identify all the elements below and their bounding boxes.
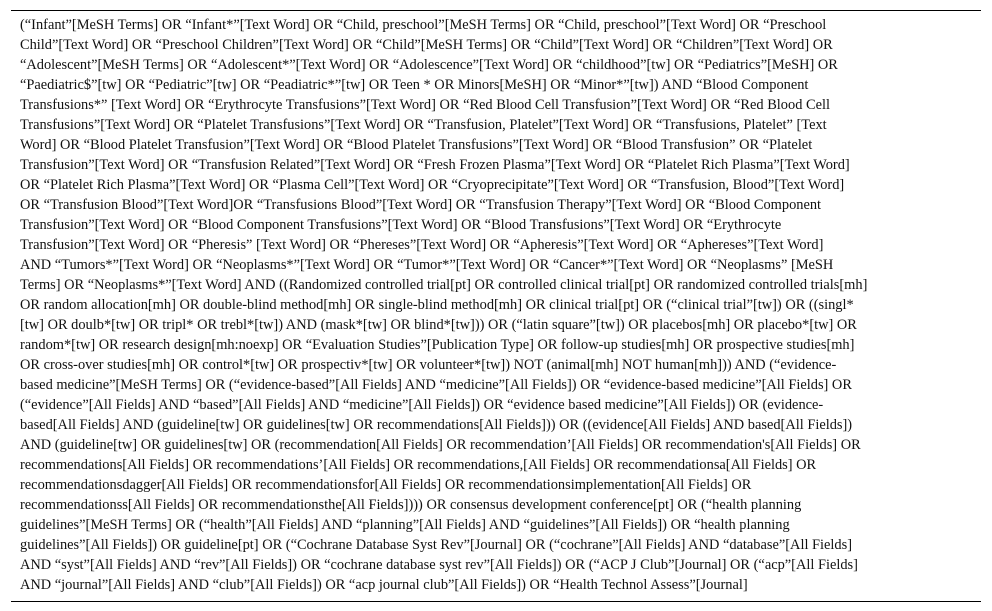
search-strategy-line: Child”[Text Word] OR “Preschool Children”[Text Word] OR “Child”[MeSH Terms] OR “Child”[Text Word] OR “Children”[Text Word] OR <box>20 37 833 53</box>
search-strategy-line: Transfusions*” [Text Word] OR “Erythrocyte Transfusions”[Text Word] OR “Red Blood Cell Transfusion”[Text Word] OR “Red Blood Cell <box>20 97 830 113</box>
search-strategy-line: guidelines”[MeSH Terms] OR (“health”[All Fields] AND “planning”[All Fields] AND “guidelines”[All Fields]) OR “health planning <box>20 517 790 533</box>
search-strategy-line: AND “Tumors*”[Text Word] OR “Neoplasms*”[Text Word] OR “Tumor*”[Text Word] OR “Cancer*”[Text Word] OR “Neoplasms” [MeSH <box>20 257 834 273</box>
search-strategy-line: recommendations[All Fields] OR recommendations’[All Fields] OR recommendations,[All Fields] OR recommendationsa[All Fields] OR <box>20 457 817 473</box>
search-strategy-line: based medicine”[MeSH Terms] OR (“evidence-based”[All Fields] AND “medicine”[All Fields]) OR “evidence-based medicine”[All Fields] OR <box>20 377 852 393</box>
search-strategy-line: AND “journal”[All Fields] AND “club”[All Fields]) OR “acp journal club”[All Fields]) OR “Health Technol Assess”[Journal] <box>20 577 748 593</box>
search-strategy-line: based[All Fields] AND (guideline[tw] OR guidelines[tw] OR recommendations[All Fields])) OR ((evidence[All Fields] AND based[All Fields]) <box>20 417 853 433</box>
search-strategy-line: OR “Transfusion Blood”[Text Word]OR “Transfusions Blood”[Text Word] OR “Transfusion Therapy”[Text Word] OR “Blood Component <box>20 197 822 213</box>
search-strategy-line: Transfusion”[Text Word] OR “Pheresis” [Text Word] OR “Phereses”[Text Word] OR “Apheresis”[Text Word] OR “Aphereses”[Text Word] <box>20 237 824 253</box>
search-strategy-line: AND (guideline[tw] OR guidelines[tw] OR (recommendation[All Fields] OR recommendation’[All Fields] OR recommendation's[All Fields] OR <box>20 437 861 453</box>
search-strategy-line: recommendationss[All Fields] OR recommendationsthe[All Fields]))) OR consensus development conference[pt] OR (“health planning <box>20 497 802 513</box>
search-strategy-line: (“evidence”[All Fields] AND “based”[All Fields] AND “medicine”[All Fields]) OR “evidence based medicine”[All Fields]) OR (evidence- <box>20 397 824 413</box>
search-strategy-line: (“Infant”[MeSH Terms] OR “Infant*”[Text Word] OR “Child, preschool”[MeSH Terms] OR “Child, preschool”[Text Word] OR “Preschool <box>20 17 827 33</box>
search-strategy-line: OR cross-over studies[mh] OR control*[tw] OR prospectiv*[tw] OR volunteer*[tw]) NOT (animal[mh] NOT human[mh])) AND (“evidence- <box>20 357 837 373</box>
search-strategy-line: Word] OR “Blood Platelet Transfusion”[Text Word] OR “Blood Platelet Transfusions”[Text Word] OR “Blood Transfusion” OR “Platelet <box>20 137 813 153</box>
search-strategy-line: “Adolescent”[MeSH Terms] OR “Adolescent*”[Text Word] OR “Adolescence”[Text Word] OR “childhood”[tw] OR “Pediatrics”[MeSH] OR <box>20 57 838 73</box>
search-strategy-line: “Paediatric$”[tw] OR “Pediatric”[tw] OR “Peadiatric*”[tw] OR Teen * OR Minors[MeSH] OR “Minor*”[tw]) AND “Blood Component <box>20 77 809 93</box>
search-strategy-line: random*[tw] OR research design[mh:noexp] OR “Evaluation Studies”[Publication Type] OR follow-up studies[mh] OR prospective studies[mh] <box>20 337 855 353</box>
search-strategy-table <box>11 10 981 602</box>
search-strategy-line: OR random allocation[mh] OR double-blind method[mh] OR single-blind method[mh] OR clinical trial[pt] OR (“clinical trial”[tw]) OR ((singl* <box>20 297 854 313</box>
search-strategy-line: Terms] OR “Neoplasms*”[Text Word] AND ((Randomized controlled trial[pt] OR controlled clinical trial[pt] OR randomized controlled trials[mh] <box>20 277 868 293</box>
search-strategy-line: Transfusion”[Text Word] OR “Blood Component Transfusions”[Text Word] OR “Blood Transfusions”[Text Word] OR “Erythrocyte <box>20 217 782 233</box>
search-strategy-text <box>20 15 981 595</box>
search-strategy-line: guidelines”[All Fields]) OR guideline[pt] OR (“Cochrane Database Syst Rev”[Journal] OR (“cochrane”[All Fields] AND “database”[All Fields] <box>20 537 853 553</box>
search-strategy-line: recommendationsdagger[All Fields] OR recommendationsfor[All Fields] OR recommendationsimplementation[All Fields] OR <box>20 477 752 493</box>
search-strategy-line: Transfusion”[Text Word] OR “Transfusion Related”[Text Word] OR “Fresh Frozen Plasma”[Text Word] OR “Platelet Rich Plasma”[Text Word] <box>20 157 850 173</box>
search-strategy-line: OR “Platelet Rich Plasma”[Text Word] OR “Plasma Cell”[Text Word] OR “Cryoprecipitate”[Text Word] OR “Transfusion, Blood”[Text Word] <box>20 177 845 193</box>
search-strategy-line: Transfusions”[Text Word] OR “Platelet Transfusions”[Text Word] OR “Transfusion, Platelet”[Text Word] OR “Transfusions, Platelet” [Text <box>20 117 827 133</box>
search-strategy-line: [tw] OR doulb*[tw] OR tripl* OR trebl*[tw]) AND (mask*[tw] OR blind*[tw])) OR (“latin square”[tw]) OR placebos[mh] OR placebo*[tw] OR <box>20 317 857 333</box>
search-strategy-line: AND “syst”[All Fields] AND “rev”[All Fields]) OR “cochrane database syst rev”[All Fields]) OR (“ACP J Club”[Journal] OR (“acp”[All Fields] <box>20 557 858 573</box>
